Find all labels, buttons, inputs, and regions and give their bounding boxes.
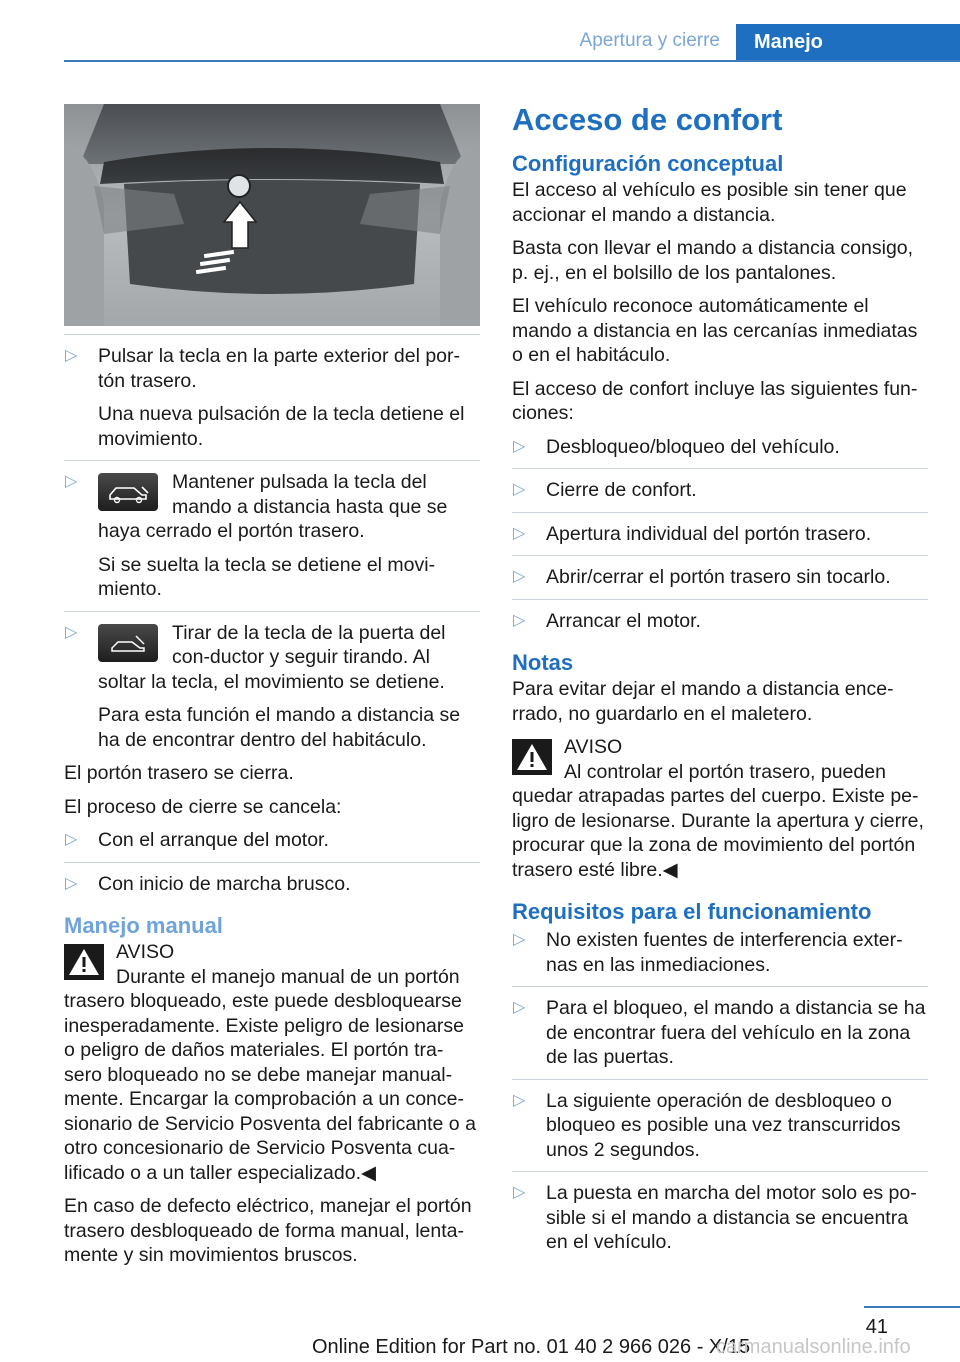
paragraph: El acceso al vehículo es posible sin tener que accionar el mando a distancia. [512, 179, 907, 226]
header-chapter-tab: Manejo [736, 24, 960, 62]
warning-text: Al controlar el portón trasero, pueden quedar atrapadas partes del cuerpo. Existe pe-ligro de lesionarse. Durante la apertura y cierre, procurar que la zona de movimiento del portón trasero esté libre.◀ [512, 760, 924, 881]
item-body [98, 470, 480, 602]
item-text: Con el arranque del motor. [98, 829, 329, 851]
section-heading: Manejo manual [64, 913, 223, 938]
triangle-bullet-icon: ▷ [513, 931, 526, 948]
warning-block [64, 940, 480, 1185]
section-heading: Requisitos para el funcionamiento [512, 899, 872, 924]
list-item [512, 996, 928, 1070]
warning-triangle-icon [512, 739, 552, 775]
list-item [512, 1181, 928, 1255]
edition-footer: Online Edition for Part no. 01 40 2 966 026 - X/15 [312, 1336, 751, 1358]
item-subtext: Si se suelta la tecla se detiene el movi-miento. [98, 553, 436, 600]
warning-block [512, 735, 928, 882]
list-item [512, 565, 928, 590]
list-item [512, 609, 928, 634]
section-heading: Configuración conceptual [512, 151, 784, 176]
page-title: Acceso de confort [512, 102, 783, 137]
paragraph: El acceso de confort incluye las siguientes fun-ciones: [512, 377, 918, 424]
left-column [64, 104, 480, 1277]
warning-title: AVISO [116, 941, 175, 963]
triangle-bullet-icon: ▷ [513, 1091, 526, 1109]
item-divider [512, 599, 928, 600]
list-item [64, 470, 480, 602]
paragraph: El vehículo reconoce automáticamente el mando a distancia en las cercanías inmediatas o en el habitáculo. [512, 295, 918, 366]
item-text: Arrancar el motor. [546, 609, 701, 632]
image-divider [64, 334, 480, 335]
paragraph: Basta con llevar el mando a distancia consigo, p. ej., en el bolsillo de los pantalones. [512, 237, 914, 284]
list-item [512, 478, 928, 503]
right-column [512, 100, 928, 1264]
list-item [512, 928, 928, 977]
list-item [64, 828, 480, 853]
triangle-bullet-icon: ▷ [513, 524, 526, 542]
paragraph: El portón trasero se cierra. [64, 762, 294, 784]
remote-tailgate-key-icon [98, 473, 158, 511]
item-divider [512, 1171, 928, 1172]
triangle-bullet-icon: ▷ [513, 1184, 526, 1201]
list-item [512, 1089, 928, 1163]
triangle-bullet-icon: ▷ [513, 481, 526, 498]
list-item [512, 522, 928, 547]
triangle-bullet-icon: ▷ [65, 623, 78, 641]
section-heading: Notas [512, 650, 574, 675]
paragraph: El proceso de cierre se cancela: [64, 795, 342, 818]
item-divider [64, 611, 480, 612]
item-text: La siguiente operación de desbloqueo o bloqueo es posible una vez transcurridos unos 2 segundos. [546, 1089, 901, 1161]
item-text: No existen fuentes de interferencia exter-nas en las inmediaciones. [546, 929, 903, 976]
triangle-bullet-icon: ▷ [513, 568, 526, 585]
item-subtext: Una nueva pulsación de la tecla detiene el movimiento. [98, 403, 465, 450]
list-item [64, 621, 480, 753]
item-text: Mantener pulsada la tecla del mando a distancia hasta que se haya cerrado el portón trasero. [98, 471, 448, 542]
triangle-bullet-icon: ▷ [513, 437, 526, 455]
header-section-title: Apertura y cierre [579, 30, 720, 51]
list-item [512, 435, 928, 460]
item-divider [512, 512, 928, 513]
item-divider [512, 1079, 928, 1080]
list-item [64, 872, 480, 897]
warning-triangle-icon [64, 944, 104, 980]
item-subtext: Para esta función el mando a distancia se ha de encontrar dentro del habitáculo. [98, 704, 461, 751]
triangle-bullet-icon: ▷ [65, 874, 78, 892]
item-divider [64, 460, 480, 461]
item-text: Desbloqueo/bloqueo del vehículo. [546, 435, 840, 458]
door-tailgate-button-icon [98, 624, 158, 662]
item-body [98, 621, 480, 753]
item-text: Abrir/cerrar el portón trasero sin tocarlo. [546, 566, 891, 588]
watermark: carmanualsonline.info [716, 1336, 911, 1358]
item-text: Para el bloqueo, el mando a distancia se ha de encontrar fuera del vehículo en la zona de las puertas. [546, 997, 926, 1068]
triangle-bullet-icon: ▷ [65, 347, 78, 364]
item-text: Cierre de confort. [546, 479, 697, 501]
tailgate-button-illustration [64, 104, 480, 326]
triangle-bullet-icon: ▷ [513, 611, 526, 629]
item-text: Tirar de la tecla de la puerta del con-ductor y seguir tirando. Al soltar la tecla, el movimiento se detiene. [98, 621, 446, 693]
item-divider [512, 555, 928, 556]
item-divider [512, 468, 928, 469]
triangle-bullet-icon: ▷ [513, 999, 526, 1016]
paragraph: Para evitar dejar el mando a distancia ence-rrado, no guardarlo en el maletero. [512, 678, 894, 725]
item-divider [512, 986, 928, 987]
page-number: 41 [865, 1316, 888, 1338]
item-divider [64, 862, 480, 863]
triangle-bullet-icon: ▷ [65, 473, 78, 490]
list-item [64, 344, 480, 451]
item-text: Pulsar la tecla en la parte exterior del por-tón trasero. [98, 345, 461, 392]
item-text: Con inicio de marcha brusco. [98, 872, 351, 895]
item-text: Apertura individual del portón trasero. [546, 522, 872, 545]
header-rule [64, 60, 960, 62]
page-header [64, 24, 960, 62]
warning-text: Durante el manejo manual de un portón trasero bloqueado, este puede desbloquearse inesperadamente. Existe peligro de lesionarse o peligro de daños materiales. El portón tra-sero bloqueado no se debe manejar manual-mente. Encargar la comprobación a un conce-sionario de Servicio Posventa del fabricante o a otro concesionario de Servicio Posventa cua-lificado o a un taller especializado.◀ [64, 965, 476, 1184]
warning-title: AVISO [564, 736, 623, 758]
paragraph: En caso de defecto eléctrico, manejar el portón trasero desbloqueado de forma manual, lenta-mente y sin movimientos bruscos. [64, 1195, 472, 1266]
footer-rule [864, 1306, 960, 1308]
triangle-bullet-icon: ▷ [65, 831, 78, 848]
item-text: La puesta en marcha del motor solo es po-sible si el mando a distancia se encuentra en el vehículo. [546, 1182, 917, 1253]
